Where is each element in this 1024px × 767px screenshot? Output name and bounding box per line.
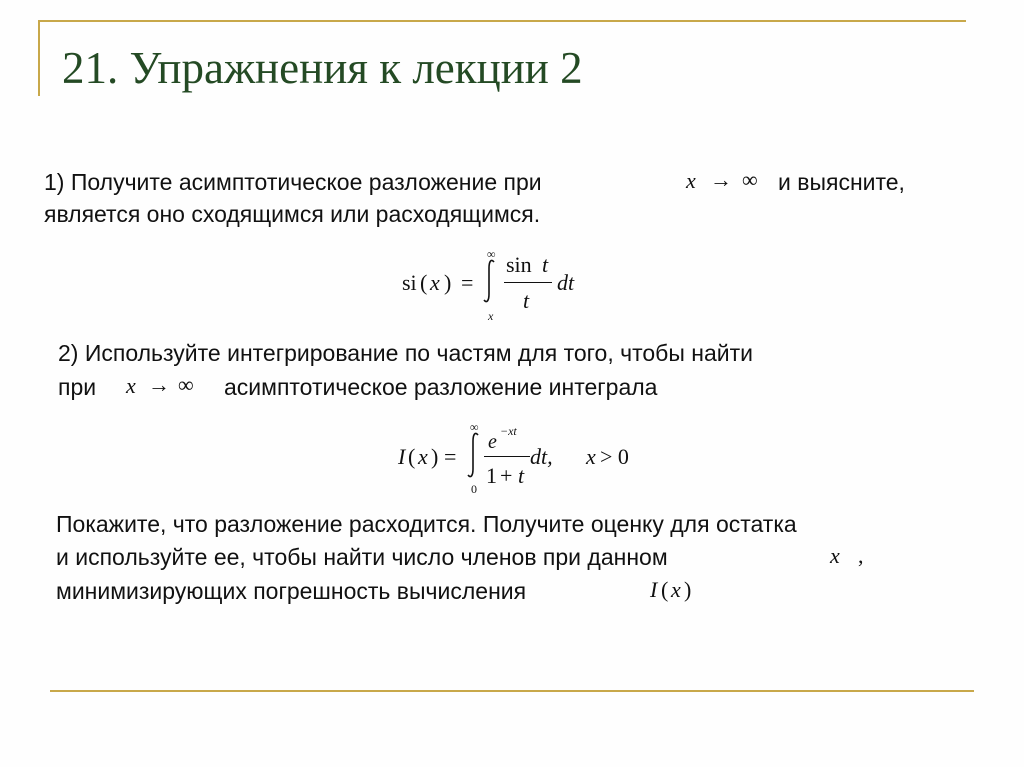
f1-lhs-close: ) <box>444 270 452 295</box>
f2-fraction-bar <box>484 456 530 457</box>
task1-cond-arrow: → <box>710 167 732 192</box>
f1-lhs-fn: si <box>402 270 417 295</box>
f2-den-plus: + <box>500 463 513 488</box>
task2-cond-infinity: ∞ <box>178 372 194 397</box>
integral-sign-icon <box>466 431 482 479</box>
f2-lhs-fn: I <box>398 444 406 469</box>
f2-eq: = <box>444 444 457 469</box>
task3-line3-var: x <box>671 577 681 602</box>
f1-num-var: t <box>542 252 549 277</box>
f2-num-exponent: −xt <box>500 424 517 438</box>
f1-lhs-var: x <box>430 270 440 295</box>
f1-lhs-open: ( <box>420 270 428 295</box>
f2-upper-limit: ∞ <box>470 420 479 434</box>
f2-dt: dt, <box>530 444 553 469</box>
task3-line3-text: минимизирующих погрешность вычисления <box>56 578 527 604</box>
integral-sign-icon <box>482 258 498 304</box>
task2-text-pre: при <box>58 374 97 400</box>
task3-line2-var: x <box>830 543 840 568</box>
left-rule <box>38 20 40 96</box>
f2-den-one: 1 <box>486 463 497 488</box>
task1-cond-x: x <box>686 168 696 193</box>
task2-cond-x: x <box>126 373 136 398</box>
f1-lower-limit: x <box>488 309 494 323</box>
task3-line3-close: ) <box>684 577 692 602</box>
task1-line2: является оно сходящимся или расходящимся. <box>44 201 541 227</box>
f2-lhs-var: x <box>418 444 428 469</box>
f2-den-t: t <box>518 463 525 488</box>
f2-lhs-open: ( <box>408 444 416 469</box>
f1-eq: = <box>461 270 474 295</box>
f2-lhs-close: ) <box>431 444 439 469</box>
f2-cond-var: x <box>586 444 596 469</box>
f1-denominator: t <box>523 288 530 313</box>
f1-dt: dt <box>557 270 575 295</box>
f1-upper-limit: ∞ <box>487 247 496 261</box>
f1-num-fn: sin <box>506 252 532 277</box>
task2-line1: 2) Используйте интегрирование по частям для того, чтобы найти <box>58 340 753 366</box>
task2-text-post: асимптотическое разложение интеграла <box>224 374 658 400</box>
f2-lower-limit: 0 <box>471 482 477 496</box>
task2-cond-arrow: → <box>148 372 170 397</box>
top-rule <box>38 20 966 22</box>
task3-line2-comma: , <box>858 543 864 568</box>
task3-line1: Покажите, что разложение расходится. Получите оценку для остатка <box>56 511 797 537</box>
task1-text-a: 1) Получите асимптотическое разложение при <box>44 169 542 195</box>
slide-title: 21. Упражнения к лекции 2 <box>62 43 583 93</box>
task3-line3-open: ( <box>661 577 669 602</box>
task3-line3-fn: I <box>650 577 658 602</box>
task1-cond-infinity: ∞ <box>742 167 758 192</box>
bottom-rule <box>50 690 974 692</box>
f2-cond-rel: > 0 <box>600 444 629 469</box>
task3-line2-text: и используйте ее, чтобы найти число членов при данном <box>56 544 668 570</box>
f1-fraction-bar <box>504 282 552 283</box>
task1-text-b: и выясните, <box>778 169 905 195</box>
f2-num-base: e <box>488 431 497 453</box>
